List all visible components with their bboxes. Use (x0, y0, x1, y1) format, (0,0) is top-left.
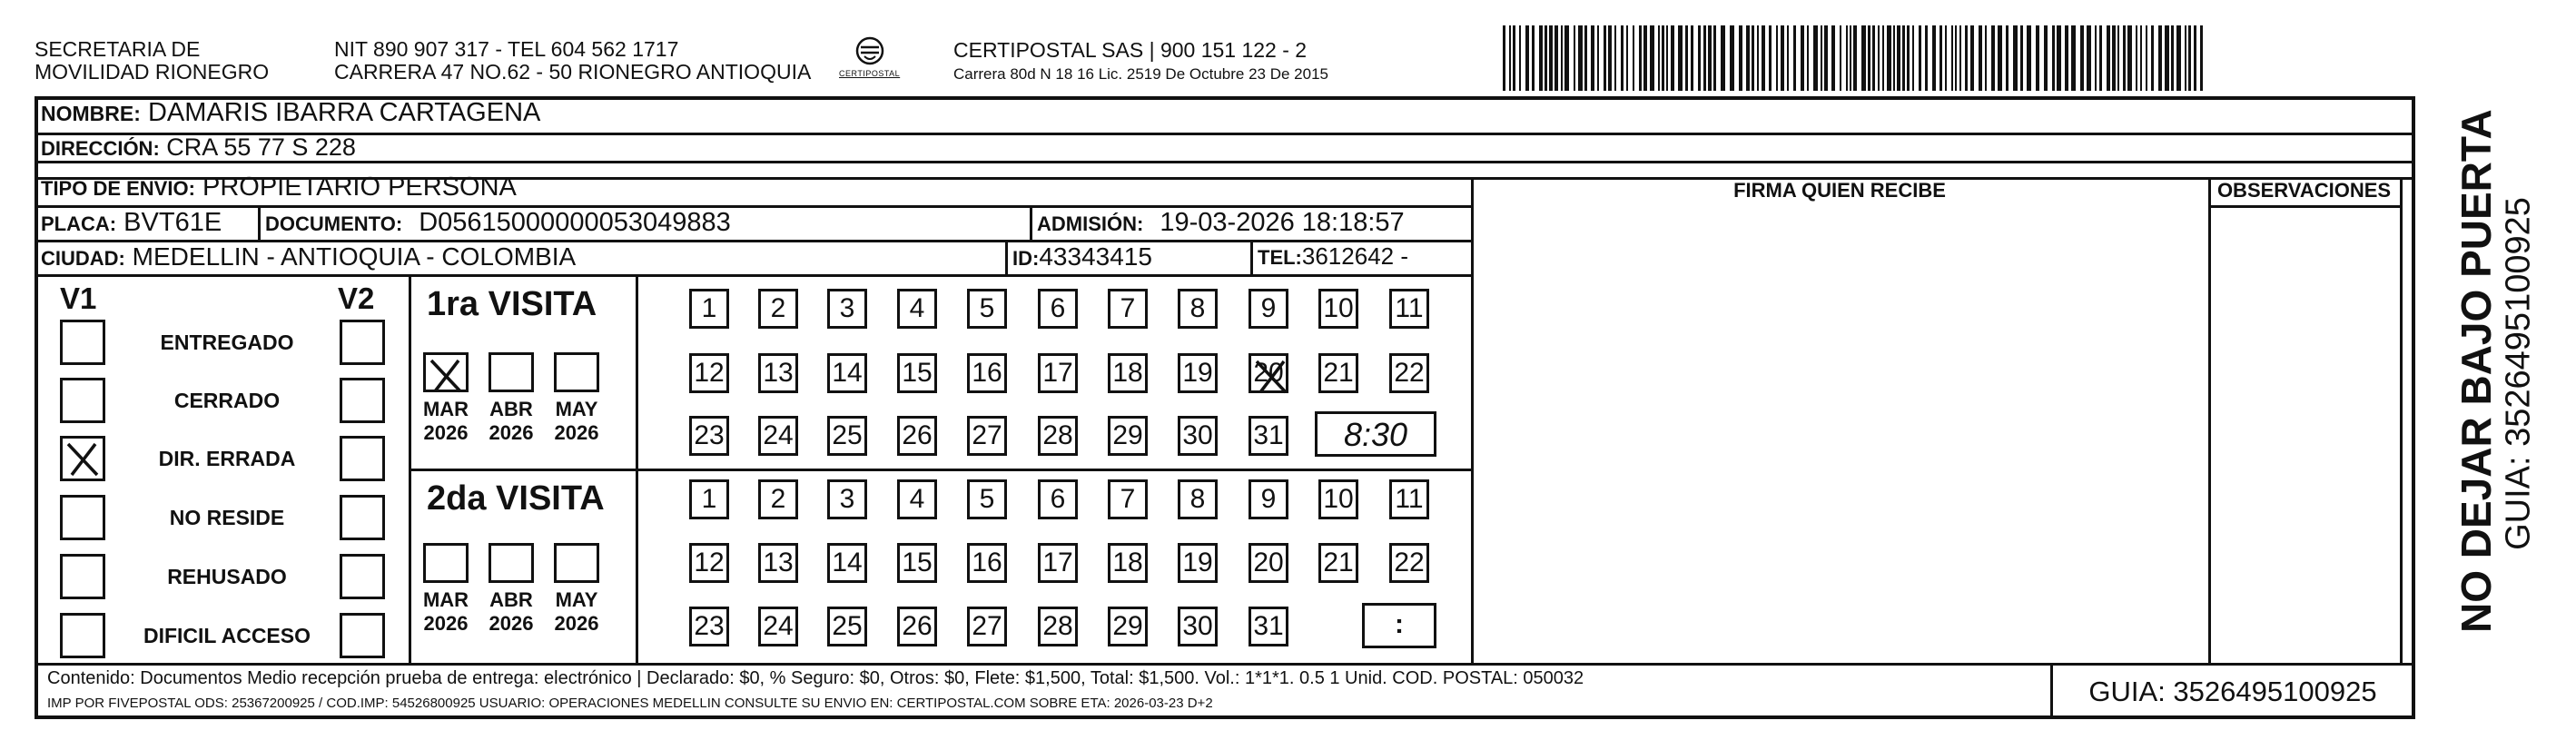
day-box[interactable]: 3 (827, 289, 867, 329)
barcode-bar (2071, 25, 2076, 91)
barcode-bar (2185, 25, 2186, 91)
day-box[interactable]: 13 (758, 353, 798, 393)
day-box[interactable]: 25 (827, 416, 867, 456)
barcode-bar (1626, 25, 1628, 91)
day-box[interactable]: 19 (1178, 543, 1218, 583)
barcode-bar (1840, 25, 1841, 91)
day-box[interactable]: 2 (758, 289, 798, 329)
day-box[interactable]: 15 (897, 353, 937, 393)
sender-name (35, 38, 269, 84)
month-label: ABR (489, 588, 533, 611)
day-box[interactable]: 29 (1108, 416, 1148, 456)
admision-row (1037, 208, 1405, 238)
day-box[interactable]: 22 (1389, 543, 1429, 583)
barcode-bar (2095, 25, 2097, 91)
day-box[interactable]: 26 (897, 607, 937, 646)
barcode-bar (2013, 25, 2018, 91)
day-box[interactable]: 29 (1108, 607, 1148, 646)
status-label: DIFICIL ACCESO (143, 624, 311, 647)
barcode-bar (1853, 25, 1857, 91)
year-label: 2026 (489, 421, 534, 444)
barcode-bar (1919, 25, 1921, 91)
barcode-bar (1902, 25, 1905, 91)
barcode-bar (1639, 25, 1642, 91)
year-label: 2026 (554, 612, 599, 635)
barcode-bar (2151, 25, 2154, 91)
ciudad-row (41, 242, 576, 271)
barcode-bar (1991, 25, 1995, 91)
tipo-row (41, 173, 517, 202)
day-box[interactable]: 23 (689, 607, 729, 646)
barcode-bar (2123, 25, 2126, 91)
barcode-bar (1861, 25, 1866, 91)
day-box[interactable]: 2 (758, 479, 798, 519)
barcode-bar (1793, 25, 1796, 91)
barcode-bar (1643, 25, 1647, 91)
placa-value: BVT61E (123, 208, 222, 237)
status-label: CERRADO (173, 389, 281, 412)
barcode-bar (1925, 25, 1928, 91)
address-line: CARRERA 47 NO.62 - 50 RIONEGRO ANTIOQUIA (334, 60, 812, 84)
barcode-bar (1708, 25, 1712, 91)
day-box[interactable]: 24 (758, 416, 798, 456)
barcode-bar (1887, 25, 1891, 91)
barcode-bar (1757, 25, 1759, 91)
v2-checkbox[interactable] (340, 495, 385, 540)
day-box[interactable]: 27 (967, 607, 1007, 646)
barcode-bar (2044, 25, 2048, 91)
direccion-label: DIRECCIÓN: (41, 137, 160, 160)
barcode-bar (1893, 25, 1895, 91)
month-checkbox[interactable] (423, 352, 469, 392)
nombre-label: NOMBRE: (41, 102, 141, 125)
month-label: ABR (489, 398, 533, 420)
day-box[interactable]: 30 (1178, 607, 1218, 646)
day-box[interactable]: 11 (1389, 289, 1429, 329)
barcode-bar (1872, 25, 1875, 91)
day-box[interactable]: 24 (758, 607, 798, 646)
barcode-bar (1591, 25, 1594, 91)
day-box[interactable]: 7 (1108, 289, 1148, 329)
tel-value: 3612642 - (1301, 242, 1408, 270)
tel-label: TEL: (1258, 246, 1302, 269)
barcode-bar (1621, 25, 1624, 91)
barcode-bar (1846, 25, 1848, 91)
day-box[interactable]: 6 (1038, 289, 1078, 329)
barcode-bar (2117, 25, 2119, 91)
barcode-bar (1945, 25, 1947, 91)
day-box[interactable]: 9 (1249, 479, 1288, 519)
barcode-bar (1821, 25, 1822, 91)
sender-line-1: SECRETARIA DE (35, 37, 201, 61)
month-checkbox[interactable] (489, 543, 534, 583)
barcode-bar (2099, 25, 2102, 91)
barcode-bar (1539, 25, 1543, 91)
barcode-bar (1787, 25, 1789, 91)
barcode-bar (1752, 25, 1754, 91)
certipostal-logo (834, 35, 906, 84)
day-box[interactable]: 16 (967, 353, 1007, 393)
barcode-bar (1762, 25, 1765, 91)
tel-row (1258, 242, 1408, 271)
barcode-bar (1584, 25, 1587, 91)
barcode-bar (2140, 25, 2142, 91)
barcode-bar (1912, 25, 1914, 91)
barcode-bar (2107, 25, 2110, 91)
v2-checkbox[interactable] (340, 613, 385, 658)
v1-checkbox[interactable] (60, 320, 105, 365)
status-label: ENTREGADO (160, 331, 294, 354)
barcode-bar (2136, 25, 2137, 91)
nit-line: NIT 890 907 317 - TEL 604 562 1717 (334, 37, 679, 61)
day-box[interactable]: 5 (967, 289, 1007, 329)
side-guia: GUIA: 3526495100925 (2499, 197, 2538, 550)
month-checkbox[interactable] (489, 352, 534, 392)
day-box[interactable]: 10 (1318, 479, 1358, 519)
month-checkbox[interactable] (554, 543, 599, 583)
barcode-bar (2006, 25, 2008, 91)
day-box[interactable]: 25 (827, 607, 867, 646)
month-label: MAY (555, 588, 598, 611)
nombre-value: DAMARIS IBARRA CARTAGENA (147, 98, 541, 127)
tipo-label: TIPO DE ENVIO: (41, 177, 195, 200)
day-box[interactable]: 15 (897, 543, 937, 583)
barcode-bar (1769, 25, 1772, 91)
sender-contact (334, 38, 811, 84)
barcode-bar (1932, 25, 1936, 91)
barcode-bar (1907, 25, 1910, 91)
visit1-time: 8:30 (1343, 416, 1408, 453)
day-box[interactable]: 8 (1178, 289, 1218, 329)
barcode-bar (1781, 25, 1784, 91)
day-box[interactable]: 12 (689, 543, 729, 583)
day-box[interactable]: 20 (1249, 353, 1288, 393)
day-box[interactable]: 18 (1108, 543, 1148, 583)
barcode-bar (1951, 25, 1953, 91)
firma-header: FIRMA QUIEN RECIBE (1733, 179, 1946, 202)
barcode-bar (2146, 25, 2147, 91)
barcode-bar (1608, 25, 1612, 91)
day-box[interactable]: 30 (1178, 416, 1218, 456)
v2-checkbox[interactable] (340, 320, 385, 365)
v2-checkbox[interactable] (340, 554, 385, 599)
barcode-bar (1703, 25, 1706, 91)
barcode-bar (1713, 25, 1716, 91)
barcode-bar (1519, 25, 1521, 91)
barcode-bar (1545, 25, 1547, 91)
barcode-bar (2027, 25, 2031, 91)
barcode-bar (1831, 25, 1835, 91)
v2-checkbox[interactable] (340, 436, 385, 481)
barcode-bar (1939, 25, 1942, 91)
barcode-bar (1955, 25, 1957, 91)
barcode-bar (1574, 25, 1575, 91)
day-box[interactable]: 9 (1249, 289, 1288, 329)
barcode-bar (2080, 25, 2084, 91)
barcode-bar (2200, 25, 2203, 91)
id-row (1012, 242, 1152, 271)
barcode-bar (2188, 25, 2191, 91)
day-box[interactable]: 21 (1318, 353, 1358, 393)
id-label: ID: (1012, 247, 1040, 270)
year-label: 2026 (554, 421, 599, 444)
courier-line: CERTIPOSTAL SAS | 900 151 122 - 2 (953, 38, 1308, 62)
day-box[interactable]: 5 (967, 479, 1007, 519)
placa-label: PLACA: (41, 212, 117, 235)
barcode-bar (2057, 25, 2061, 91)
v1-checkbox[interactable] (60, 554, 105, 599)
barcode-bar (2036, 25, 2039, 91)
barcode-bar (1678, 25, 1683, 91)
barcode-bar (1776, 25, 1778, 91)
barcode-bar (1730, 25, 1734, 91)
footer-guia: GUIA: 3526495100925 (2088, 676, 2377, 707)
barcode-bar (1597, 25, 1599, 91)
day-box[interactable]: 14 (827, 353, 867, 393)
barcode-bar (1503, 25, 1505, 91)
month-label: MAY (555, 398, 598, 420)
day-box[interactable]: 10 (1318, 289, 1358, 329)
barcode (1503, 25, 2208, 91)
barcode-bar (1666, 25, 1668, 91)
barcode-bar (1698, 25, 1701, 91)
documento-row (265, 208, 731, 238)
nombre-row (41, 98, 540, 128)
day-box[interactable]: 27 (967, 416, 1007, 456)
day-box[interactable]: 7 (1108, 479, 1148, 519)
barcode-bar (1691, 25, 1693, 91)
barcode-bar (1561, 25, 1563, 91)
day-box[interactable]: 11 (1389, 479, 1429, 519)
barcode-bar (1578, 25, 1583, 91)
observaciones-header: OBSERVACIONES (2216, 179, 2392, 202)
barcode-bar (2158, 25, 2162, 91)
v1-checkbox[interactable] (60, 613, 105, 658)
barcode-bar (2165, 25, 2169, 91)
day-box[interactable]: 4 (897, 479, 937, 519)
status-label: DIR. ERRADA (158, 447, 296, 470)
v2-checkbox[interactable] (340, 378, 385, 423)
barcode-bar (1807, 25, 1809, 91)
month-checkbox[interactable] (423, 543, 469, 583)
year-label: 2026 (489, 612, 534, 635)
barcode-bar (1801, 25, 1804, 91)
day-box[interactable]: 18 (1108, 353, 1148, 393)
year-label: 2026 (423, 612, 469, 635)
day-box[interactable]: 31 (1249, 607, 1288, 646)
day-box[interactable]: 19 (1178, 353, 1218, 393)
v1-checkbox[interactable] (60, 495, 105, 540)
barcode-bar (1614, 25, 1616, 91)
barcode-bar (1671, 25, 1674, 91)
barcode-bar (1739, 25, 1742, 91)
visit2-time: : (1395, 609, 1404, 639)
v1-checkbox[interactable] (60, 436, 105, 481)
barcode-bar (1532, 25, 1535, 91)
day-box[interactable]: 31 (1249, 416, 1288, 456)
visit1-time-box[interactable] (1315, 411, 1436, 457)
day-box[interactable]: 20 (1249, 543, 1288, 583)
day-box[interactable]: 17 (1038, 353, 1078, 393)
v2-header: V2 (338, 281, 375, 315)
day-box[interactable]: 12 (689, 353, 729, 393)
barcode-bar (1509, 25, 1511, 91)
day-box[interactable]: 17 (1038, 543, 1078, 583)
barcode-bar (1979, 25, 1982, 91)
courier-license: Carrera 80d N 18 16 Lic. 2519 De Octubre 23 De 2015 (953, 65, 1328, 83)
barcode-bar (1658, 25, 1660, 91)
v1-header: V1 (60, 281, 97, 315)
month-checkbox[interactable] (554, 352, 599, 392)
day-box[interactable]: 4 (897, 289, 937, 329)
day-box[interactable]: 14 (827, 543, 867, 583)
barcode-bar (1824, 25, 1828, 91)
barcode-bar (1746, 25, 1750, 91)
v1-checkbox[interactable] (60, 378, 105, 423)
side-panel (2417, 109, 2538, 636)
admision-value: 19-03-2026 18:18:57 (1160, 208, 1405, 237)
day-box[interactable]: 28 (1038, 416, 1078, 456)
placa-row (41, 208, 222, 238)
barcode-bar (2087, 25, 2091, 91)
logo-text: CERTIPOSTAL (839, 69, 901, 78)
barcode-bar (1513, 25, 1515, 91)
barcode-bar (1998, 25, 2002, 91)
documento-label: DOCUMENTO: (265, 212, 403, 235)
barcode-bar (1970, 25, 1974, 91)
barcode-bar (1549, 25, 1553, 91)
barcode-bar (2194, 25, 2196, 91)
barcode-bar (1564, 25, 1569, 91)
barcode-bar (2112, 25, 2116, 91)
direccion-row (41, 133, 356, 162)
day-box[interactable]: 6 (1038, 479, 1078, 519)
documento-value: D05615000000053049883 (419, 208, 731, 237)
barcode-bar (2020, 25, 2023, 91)
day-box[interactable]: 1 (689, 479, 729, 519)
visit1-title: 1ra VISITA (427, 285, 597, 323)
barcode-bar (1633, 25, 1634, 91)
barcode-bar (1850, 25, 1851, 91)
barcode-bar (2171, 25, 2174, 91)
visit2-time-box[interactable] (1362, 603, 1436, 648)
sender-line-2: MOVILIDAD RIONEGRO (35, 60, 270, 84)
barcode-bar (1525, 25, 1529, 91)
barcode-bar (1685, 25, 1688, 91)
barcode-bar (1554, 25, 1558, 91)
barcode-bar (1868, 25, 1870, 91)
barcode-bar (2052, 25, 2055, 91)
status-label: REHUSADO (167, 565, 287, 588)
barcode-bar (2176, 25, 2181, 91)
side-warning: NO DEJAR BAJO PUERTA (2453, 109, 2500, 633)
visit2-title: 2da VISITA (427, 479, 605, 518)
barcode-bar (1650, 25, 1654, 91)
admision-label: ADMISIÓN: (1037, 212, 1144, 235)
day-box[interactable]: 8 (1178, 479, 1218, 519)
barcode-bar (1959, 25, 1961, 91)
ciudad-value: MEDELLIN - ANTIOQUIA - COLOMBIA (132, 242, 577, 271)
direccion-value: CRA 55 77 S 228 (166, 133, 356, 161)
day-box[interactable]: 16 (967, 543, 1007, 583)
barcode-bar (1813, 25, 1818, 91)
footer-imp: IMP POR FIVEPOSTAL ODS: 25367200925 / COD.IMP: 54526800925 USUARIO: OPERACIONES MEDELLIN CONSULTE SU ENVIO EN: CERTIPOSTAL.COM SOBRE ETA: 2026-03-23 D+2 (47, 696, 1213, 711)
day-box[interactable]: 13 (758, 543, 798, 583)
id-value: 43343415 (1039, 242, 1152, 271)
barcode-bar (2065, 25, 2068, 91)
tipo-value: PROPIETARIO PERSONA (202, 173, 517, 202)
barcode-bar (1882, 25, 1884, 91)
barcode-bar (1985, 25, 1987, 91)
day-box[interactable]: 28 (1038, 607, 1078, 646)
barcode-bar (1604, 25, 1606, 91)
ciudad-label: CIUDAD: (41, 247, 125, 270)
day-box[interactable]: 21 (1318, 543, 1358, 583)
day-box[interactable]: 3 (827, 479, 867, 519)
status-label: NO RESIDE (169, 506, 285, 529)
day-box[interactable]: 1 (689, 289, 729, 329)
footer-contenido: Contenido: Documentos Medio recepción prueba de entrega: electrónico | Declarado: $0, % Seguro: $0, Otros: $0, Flete: $1,500, Total: $1,500. Vol.: 1*1*1. 0.5 1 Unid. COD. POSTAL: 050032 (47, 668, 1584, 688)
month-label: MAR (422, 398, 469, 420)
barcode-bar (1965, 25, 1968, 91)
barcode-bar (1662, 25, 1664, 91)
barcode-bar (1721, 25, 1725, 91)
year-label: 2026 (423, 421, 469, 444)
barcode-bar (1897, 25, 1900, 91)
barcode-bar (2127, 25, 2132, 91)
barcode-bar (1878, 25, 1880, 91)
day-box[interactable]: 22 (1389, 353, 1429, 393)
day-box[interactable]: 26 (897, 416, 937, 456)
month-label: MAR (422, 588, 469, 611)
day-box[interactable]: 23 (689, 416, 729, 456)
